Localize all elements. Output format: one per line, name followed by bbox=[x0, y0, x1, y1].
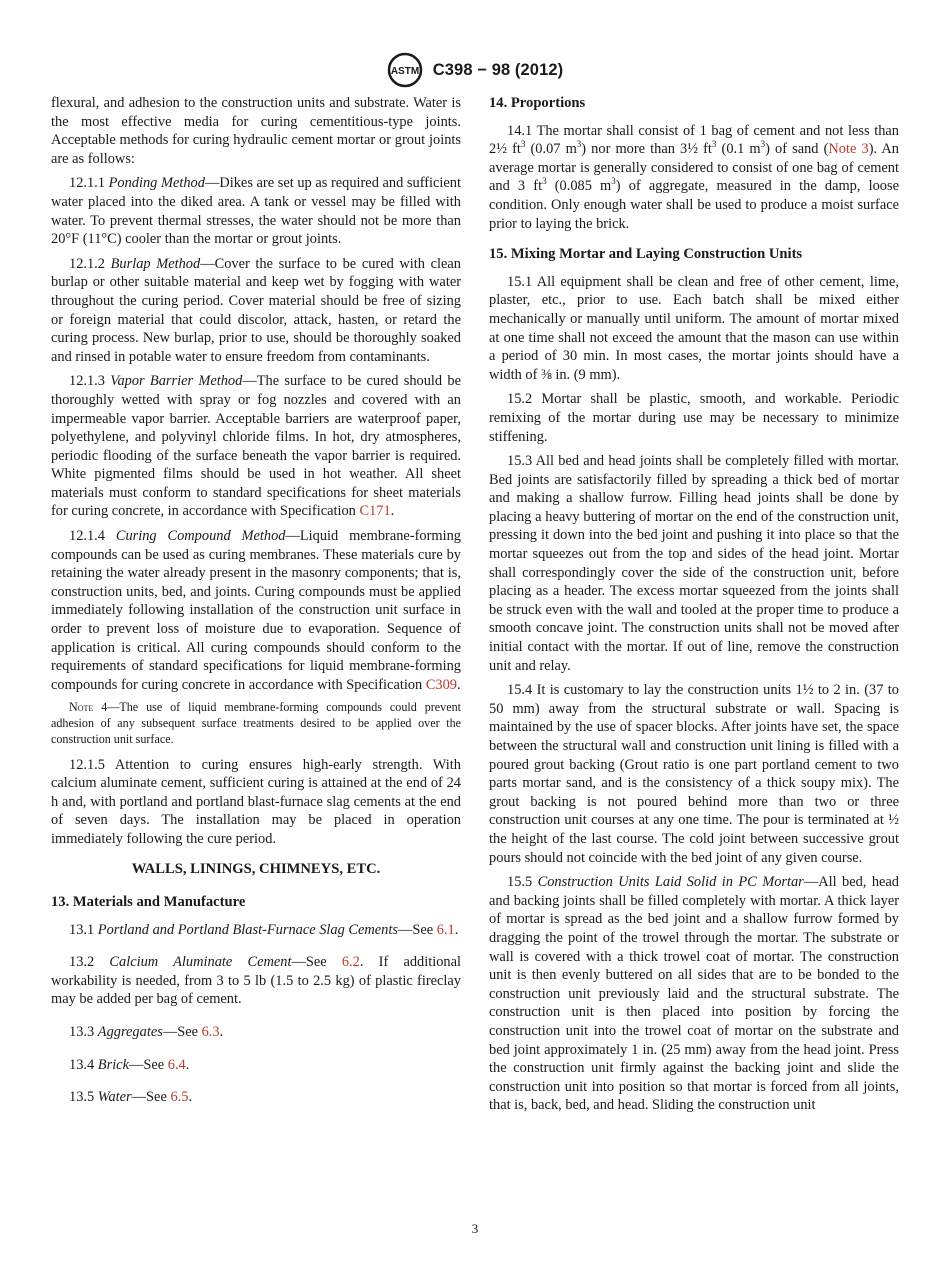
ref-link-6-3[interactable]: 6.3 bbox=[201, 1024, 220, 1041]
paragraph-13-5: 13.5 Water—See 6.5. bbox=[69, 1089, 193, 1106]
section-heading-walls: WALLS, LININGS, CHIMNEYS, ETC. bbox=[131, 861, 381, 878]
ref-link-6-4[interactable]: 6.4 bbox=[167, 1056, 186, 1073]
paragraph-12-1-2: 12.1.2 Burlap Method—Cover the surface to be cured with clean burlap or other suitable material and keep wet by fogging with water throughout the curing period. Cover material should be free of sizing or foreign material that could discolor, attack, hasten, or retard the curing process. New burlap, prior to use, should be thoroughly soaked and rinsed in potable water to ensure freedom from contaminants. bbox=[51, 255, 461, 365]
paragraph-15-4: 15.4 It is customary to lay the construction units 1½ to 2 in. (37 to 50 mm) away from the structural substrate or wall. Spacing is maintained by the use of spacer blocks. After joints have set, the space between the structural wall and construction unit lining is filled with a poured grout backing (Grout ratio is one part portland cement to two parts mortar sand, and is the consistency of a thick soupy mix). The grout backing is not poured behind more than two or three construction unit courses at any one time. The pour is terminated at ½ the height of the last course. The cold joint between successive grout pours should not coincide with the bed joint of any given course. bbox=[489, 682, 899, 866]
paragraph-13-4: 13.4 Brick—See 6.4. bbox=[69, 1056, 190, 1073]
document-designation: C398 − 98 (2012) bbox=[432, 60, 564, 79]
page-number: 3 bbox=[471, 1221, 479, 1236]
paragraph-15-3: 15.3 All bed and head joints shall be completely filled with mortar. Bed joints are satisfactorily filled by spreading a thick bed of mortar and making a shallow furrow. Filling head joints shall be done by placing a heavy buttering of mortar on the end of the construction unit, pressing it down into the bed joint and pushing it into place so that the mortar squeezes out from the top and sides of the head joint. Mortar shall correspondingly cover the side of the construction unit, before placing as a header. The excess mortar squeezed from the joints shall be struck even with the wall and tooled at the proper time to produce a smooth concave joint. The construction units shall not be moved after initial contact with the mortar. If out of line, remove the construction unit and relay. bbox=[489, 453, 899, 674]
paragraph-12-1-1: 12.1.1 Ponding Method—Dikes are set up as required and sufficient water placed into the diked area. A tank or vessel may be filled with water. To prevent thermal stresses, the water should not be more than 20°F (11°C) cooler than the mortar or grout joints. bbox=[51, 175, 461, 248]
paragraph-12-1-3: 12.1.3 Vapor Barrier Method—The surface to be cured should be thoroughly wetted with spray or fog nozzles and covered with an impermeable vapor barrier. Acceptable barriers are waterproof paper, polyethylene, and polyvinyl chloride films. In hot, dry atmospheres, periodic flooding of the surface beneath the vapor barrier is required. White pigmented films should be used in hot weather. All sheet materials must conform to standard specifications for sheet materials for curing concrete, in accordance with Specification C171. bbox=[51, 373, 461, 520]
paragraph-12-1-4: 12.1.4 Curing Compound Method—Liquid membrane-forming compounds can be used as curing membranes. These materials cure by retaining the water already present in the masonry components; that is, construction units, bed, and joints. Curing compounds must be applied immediately following installation of the construction unit surface in order to prevent loss of moisture due to evaporation. Sequence of application is critical. All curing compounds should conform to the requirements of standard specifications for liquid membrane-forming compounds for curing concrete in accordance with Specification C309. bbox=[51, 528, 461, 693]
note-4: Note 4—The use of liquid membrane-forming compounds could prevent adhesion of any subsequent surface treatments desired to be applied over the construction unit surface. bbox=[51, 700, 461, 746]
ref-link-c171[interactable]: C171 bbox=[359, 503, 391, 520]
ref-link-6-2[interactable]: 6.2 bbox=[341, 954, 360, 971]
left-column bbox=[51, 94, 461, 1113]
paragraph-14-1: 14.1 The mortar shall consist of 1 bag of cement and not less than 2½ $ft^3$ (0.07 $m^3$) nor more than 3½ $ft^3$ (0.1 $m^3$) of sand (Note 3). An average mortar is generally considered to consist of one bag of cement and 3 $ft^3$ (0.085 $m^3$) of aggregate, measured in the damp, loose condition. Only enough water shall be used to produce a moist surface prior to laying the brick. bbox=[489, 122, 899, 232]
astm-logo-icon bbox=[387, 52, 423, 88]
paragraph-intro: flexural, and adhesion to the construction units and substrate. Water is the most effective media for curing cementitious-type joints. Acceptable methods for curing hydraulic cement mortar or grout joints are as follows: bbox=[51, 95, 461, 167]
paragraph-12-1-5: 12.1.5 Attention to curing ensures high-early strength. With calcium aluminate cement, sufficient curing is attained at the end of 24 h and, with portland and portland blast-furnace slag cements at the end of seven days. The installation may be placed in operation immediately following the cure period. bbox=[51, 756, 461, 847]
paragraph-15-1: 15.1 All equipment shall be clean and free of other cement, lime, plaster, etc., prior to use. Each batch shall be mixed either mechanically or manually until uniform. The amount of mortar mixed at one time shall not exceed the amount that the mason can use within a period of 30 min. In most cases, the mortar joints should have a width of ⅜ in. (9 mm). bbox=[489, 273, 899, 383]
heading-15: 15. Mixing Mortar and Laying Construction Units bbox=[489, 246, 803, 263]
right-column bbox=[489, 94, 899, 1121]
paragraph-15-5: 15.5 Construction Units Laid Solid in PC Mortar—All bed, head and backing joints shall be filled completely with mortar. A thick layer of mortar is spread as the bed joint and a shallow furrow formed by dragging the point of the trowel through the mortar. The substrate or wall is covered with a thick trowel coat of mortar. The construction unit is then evenly buttered on all sides that are to be bonded to the construction unit previously laid and the structural substrate. The construction unit is then placed into position by forcing the construction unit into the trowel coat of mortar on the substrate and bed joint approximately 1 in. (25 mm) away from the head joint. Press the construction unit firmly against the backing joint and slide the construction unit into position so that mortar is forced from all joints, that is, back, bed, and head. Sliding the construction unit bbox=[489, 874, 900, 1114]
paragraph-15-2: 15.2 Mortar shall be plastic, smooth, and workable. Periodic remixing of the mortar during use may be necessary to minimize stiffening. bbox=[489, 391, 899, 445]
page-header bbox=[0, 52, 950, 88]
paragraph-13-1: 13.1 Portland and Portland Blast-Furnace Slag Cements—See 6.1. bbox=[69, 921, 459, 938]
heading-13: 13. Materials and Manufacture bbox=[51, 894, 246, 911]
ref-link-note-3[interactable]: Note 3 bbox=[828, 141, 869, 158]
paragraph-13-3: 13.3 Aggregates—See 6.3. bbox=[69, 1024, 224, 1041]
svg-text:ASTM: ASTM bbox=[390, 66, 419, 77]
ref-link-6-1[interactable]: 6.1 bbox=[436, 921, 455, 938]
ref-link-c309[interactable]: C309 bbox=[425, 676, 457, 693]
heading-14: 14. Proportions bbox=[489, 95, 586, 111]
ref-link-6-5[interactable]: 6.5 bbox=[170, 1089, 189, 1106]
paragraph-13-2: 13.2 Calcium Aluminate Cement—See 6.2. If additional workability is needed, from 3 to 5 lb (1.5 to 2.5 kg) of plastic fireclay may be added per bag of cement. bbox=[51, 954, 461, 1008]
